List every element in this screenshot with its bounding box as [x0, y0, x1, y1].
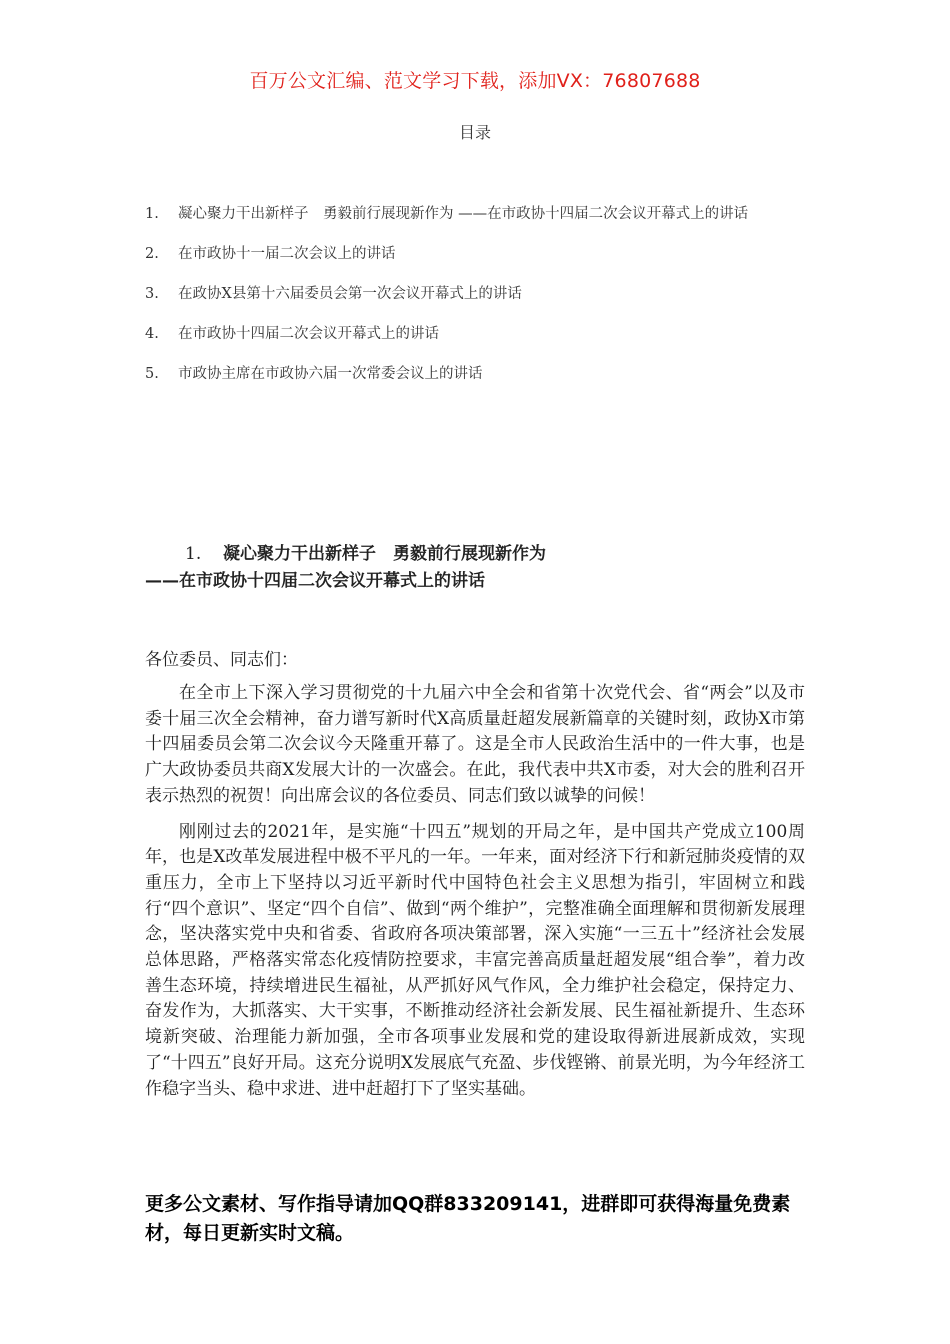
- speech-body: [145, 681, 805, 1112]
- toc-item-text: 凝心聚力干出新样子 勇毅前行展现新作为 ——在市政协十四届二次会议开幕式上的讲话: [178, 206, 749, 222]
- toc-item-text: 在政协X县第十六届委员会第一次会议开幕式上的讲话: [178, 286, 522, 302]
- toc-item-text: 在市政协十四届二次会议开幕式上的讲话: [178, 326, 439, 342]
- section-subtitle: ——在市政协十四届二次会议开幕式上的讲话: [145, 571, 485, 591]
- toc-item: [145, 240, 815, 269]
- toc-item-number: 5.: [145, 366, 159, 382]
- body-paragraph: 在全市上下深入学习贯彻党的十九届六中全会和省第十次党代会、省“两会”以及市委十届三次全会精神，奋力谱写新时代X高质量赶超发展新篇章的关键时刻，政协X市第十四届委员会第二次会议今天隆重开幕了。这是全市人民政治生活中的一件大事，也是广大政协委员共商X发展大计的一次盛会。在此，我代表中共X市委，对大会的胜利召开表示热烈的祝贺！向出席会议的各位委员、同志们致以诚挚的问候！: [145, 683, 805, 806]
- salutation: 各位委员、同志们：: [145, 650, 298, 670]
- toc-item: [145, 320, 815, 349]
- section-title: 凝心聚力干出新样子 勇毅前行展现新作为: [223, 544, 546, 564]
- table-of-contents: [145, 200, 815, 400]
- toc-item-number: 4.: [145, 326, 159, 342]
- toc-item: [145, 200, 815, 229]
- toc-item-text: 市政协主席在市政协六届一次常委会议上的讲话: [178, 366, 483, 382]
- toc-item-number: 1.: [145, 206, 159, 222]
- toc-item: [145, 280, 815, 309]
- toc-item-number: 3.: [145, 286, 159, 302]
- body-paragraph: 刚刚过去的2021年，是实施“十四五”规划的开局之年，是中国共产党成立100周年，也是X改革发展进程中极不平凡的一年。一年来，面对经济下行和新冠肺炎疫情的双重压力，全市上下坚持以习近平新时代中国特色社会主义思想为指引，牢固树立和践行“四个意识”、坚定“四个自信”、做到“两个维护”，完整准确全面理解和贯彻新发展理念，坚决落实党中央和省委、省政府各项决策部署，深入实施“一三五十”经济社会发展总体思路，严格落实常态化疫情防控要求，丰富完善高质量赶超发展“组合拳”，着力改善生态环境，持续增进民生福祉，从严抓好风气作风，全力维护社会稳定，保持定力、奋发作为，大抓落实、大干实事，不断推动经济社会新发展、民生福祉新提升、生态环境新突破、治理能力新加强，全市各项事业发展和党的建设取得新进展新成效，实现了“十四五”良好开局。这充分说明X发展底气充盈、步伐铿锵、前景光明，为今年经济工作稳字当头、稳中求进、进中赶超打下了坚实基础。: [145, 821, 805, 1099]
- toc-title: 目录: [458, 123, 491, 142]
- section-number: 1.: [185, 544, 202, 564]
- download-banner: 百万公文汇编、范文学习下载，添加VX：76807688: [249, 70, 701, 92]
- toc-item: [145, 360, 815, 389]
- section-heading: [145, 541, 815, 595]
- toc-item-number: 2.: [145, 246, 159, 262]
- promo-note: 更多公文素材、写作指导请加QQ群833209141，进群即可获得海量免费素材，每日更新实时文稿。: [145, 1193, 791, 1244]
- toc-item-text: 在市政协十一届二次会议上的讲话: [178, 246, 396, 262]
